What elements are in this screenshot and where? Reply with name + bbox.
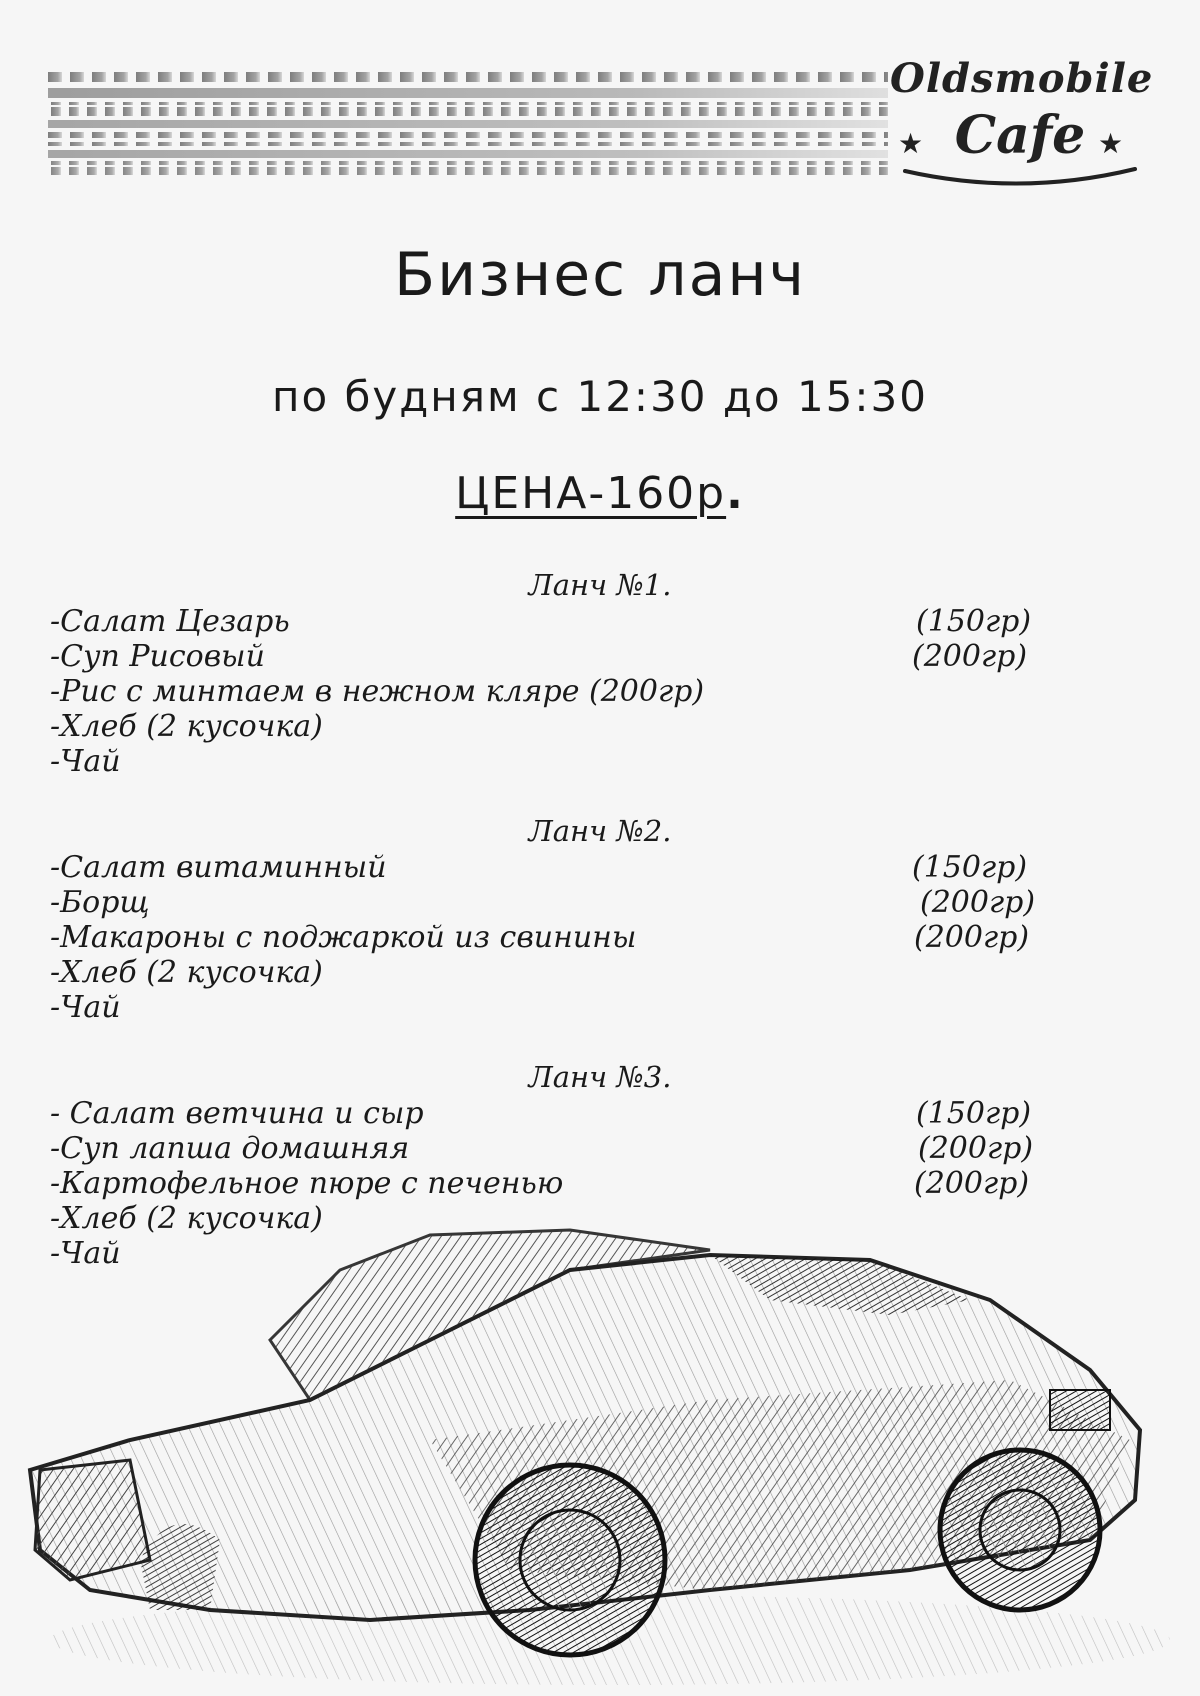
- price-dot: .: [726, 468, 745, 519]
- menu-item-name: -Чай: [50, 744, 121, 779]
- menu-item: [50, 674, 1050, 708]
- menu-item-name: -Чай: [50, 1236, 121, 1271]
- menu-item: [50, 709, 1050, 743]
- menu-item-name: -Суп Рисовый: [50, 639, 265, 674]
- menu-item-name: -Хлеб (2 кусочка): [50, 709, 323, 744]
- menu-item: [50, 1096, 1050, 1130]
- star-icon: ★: [1098, 127, 1124, 160]
- menu-item-weight: (200гр): [914, 920, 1030, 955]
- oldsmobile-cafe-logo: [880, 55, 1154, 185]
- menu-item: [50, 955, 1050, 989]
- price-line: [0, 468, 1200, 519]
- lunch-2-heading: Ланч №2.: [528, 814, 672, 848]
- menu-item-name: -Хлеб (2 кусочка): [50, 1201, 323, 1236]
- logo-swash: [900, 163, 1140, 193]
- menu-item: [50, 885, 1050, 919]
- menu-item-name: -Салат Цезарь: [50, 604, 290, 639]
- menu-item-weight: (150гр): [916, 604, 1032, 639]
- tire-tracks-graphic: [48, 70, 888, 175]
- menu-item-name: -Картофельное пюре с печенью: [50, 1166, 564, 1201]
- logo-bottom-text: Cafe: [954, 105, 1086, 166]
- menu-item: [50, 990, 1050, 1024]
- menu-item-name: -Салат витаминный: [50, 850, 387, 885]
- logo-top-text: Oldsmobile: [890, 55, 1154, 102]
- page-title: Бизнес ланч: [393, 240, 807, 310]
- menu-item-weight: (200гр): [918, 1131, 1034, 1166]
- menu-item-weight: (200гр): [912, 639, 1028, 674]
- menu-item: [50, 850, 1050, 884]
- star-icon: ★: [898, 127, 924, 160]
- menu-item: [50, 920, 1050, 954]
- menu-item: [50, 604, 1050, 638]
- menu-item-name: -Суп лапша домашняя: [50, 1131, 410, 1166]
- menu-item-name: -Борщ: [50, 885, 150, 920]
- price-text: ЦЕНА-160р: [455, 468, 727, 519]
- menu-item-name: -Макароны с поджаркой из свинины: [50, 920, 637, 955]
- menu-item-name: -Чай: [50, 990, 121, 1025]
- menu-item-weight: (150гр): [916, 1096, 1032, 1131]
- menu-item-weight: (200гр): [920, 885, 1036, 920]
- lunch-3-heading: Ланч №3.: [528, 1060, 672, 1094]
- menu-item-name: -Хлеб (2 кусочка): [50, 955, 323, 990]
- menu-item: [50, 744, 1050, 778]
- menu-item-name: - Салат ветчина и сыр: [50, 1096, 424, 1131]
- schedule-subtitle: по будням с 12:30 до 15:30: [271, 372, 929, 421]
- car-sketch-illustration: [10, 1140, 1200, 1696]
- lunch-1-heading: Ланч №1.: [528, 568, 672, 602]
- menu-item: [50, 639, 1050, 673]
- menu-item-name: -Рис с минтаем в нежном кляре (200гр): [50, 674, 705, 709]
- menu-item-weight: (150гр): [912, 850, 1028, 885]
- menu-item-weight: (200гр): [914, 1166, 1030, 1201]
